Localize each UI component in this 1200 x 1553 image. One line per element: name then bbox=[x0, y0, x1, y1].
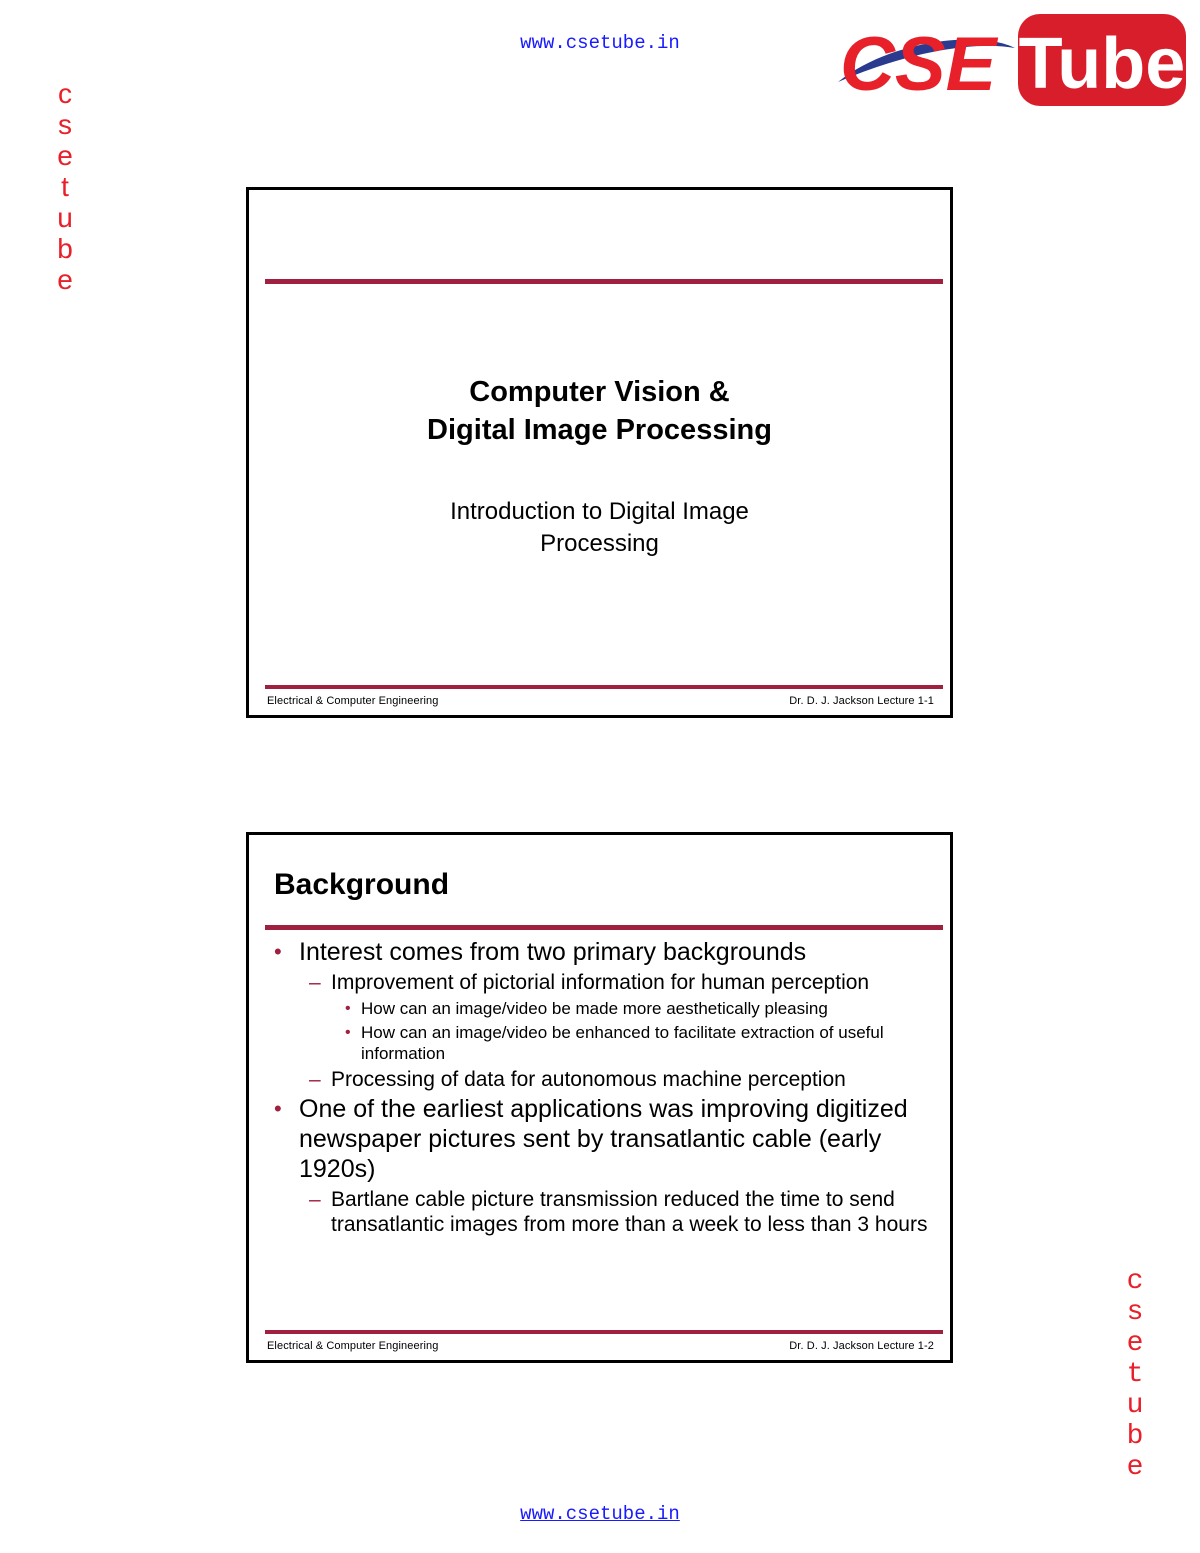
dash-icon: – bbox=[309, 1188, 321, 1211]
slide-footer-rule bbox=[265, 685, 943, 689]
slide-title bbox=[249, 373, 950, 449]
sub-bullet-item bbox=[249, 970, 950, 995]
bullet-text: How can an image/video be enhanced to facilitate extraction of useful information bbox=[361, 1023, 884, 1063]
slide-1 bbox=[246, 187, 953, 718]
watermark-left bbox=[50, 78, 80, 295]
bullet-dot-icon: • bbox=[345, 1000, 351, 1017]
logo-tube-text: Tube bbox=[1018, 24, 1186, 104]
slide-top-rule bbox=[265, 925, 943, 930]
watermark-letter: c bbox=[1126, 1266, 1144, 1297]
bullet-text: Improvement of pictorial information for human perception bbox=[331, 971, 870, 994]
watermark-letter: e bbox=[1126, 1452, 1144, 1483]
slide-footer-rule bbox=[265, 1330, 943, 1334]
slide-top-rule bbox=[265, 279, 943, 284]
slide-subtitle-line: Introduction to Digital Image bbox=[450, 498, 749, 525]
bullet-dot-icon: • bbox=[274, 1096, 282, 1121]
footer-url[interactable]: www.csetube.in bbox=[520, 1503, 680, 1525]
watermark-letter: c bbox=[58, 78, 72, 109]
sub-bullet-item bbox=[249, 1067, 950, 1092]
sub-sub-bullet-item bbox=[249, 1022, 950, 1064]
bullet-list bbox=[249, 935, 950, 1237]
watermark-letter: u bbox=[57, 202, 73, 233]
bullet-text: Bartlane cable picture transmission reduced the time to send transatlantic images from more than a week to less than 3 hours bbox=[331, 1188, 928, 1236]
slide-subtitle bbox=[249, 496, 950, 560]
bullet-text: Interest comes from two primary backgrounds bbox=[299, 938, 807, 966]
watermark-letter: b bbox=[57, 233, 73, 264]
sub-bullet-item bbox=[249, 1187, 950, 1237]
watermark-letter: s bbox=[1126, 1297, 1144, 1328]
slide-footer-lecture: Dr. D. J. Jackson Lecture 1-2 bbox=[789, 1340, 934, 1352]
watermark-letter: b bbox=[1126, 1421, 1144, 1452]
slide-title-line: Digital Image Processing bbox=[427, 414, 772, 446]
watermark-letter: u bbox=[1126, 1390, 1144, 1421]
dash-icon: – bbox=[309, 1068, 321, 1091]
watermark-letter: e bbox=[57, 140, 73, 171]
slide-footer-lecture: Dr. D. J. Jackson Lecture 1-1 bbox=[789, 695, 934, 707]
slide-title-line: Computer Vision & bbox=[469, 376, 730, 408]
bullet-text: Processing of data for autonomous machine perception bbox=[331, 1068, 846, 1091]
watermark-right bbox=[1120, 1266, 1150, 1483]
bullet-item bbox=[249, 1094, 950, 1184]
slide-subtitle-line: Processing bbox=[540, 530, 659, 557]
header-url[interactable]: www.csetube.in bbox=[520, 32, 680, 54]
watermark-letter: s bbox=[58, 109, 72, 140]
bullet-item bbox=[249, 937, 950, 967]
sub-sub-bullet-item bbox=[249, 998, 950, 1019]
watermark-letter: t bbox=[1126, 1359, 1144, 1390]
watermark-letter: t bbox=[61, 171, 69, 202]
csetube-logo bbox=[830, 10, 1190, 110]
slide-heading: Background bbox=[274, 868, 450, 901]
slide-footer-department: Electrical & Computer Engineering bbox=[267, 1340, 439, 1352]
slide-footer-department: Electrical & Computer Engineering bbox=[267, 695, 439, 707]
slide-2 bbox=[246, 832, 953, 1363]
watermark-letter: e bbox=[1126, 1328, 1144, 1359]
dash-icon: – bbox=[309, 971, 321, 994]
watermark-letter: e bbox=[57, 264, 73, 295]
bullet-text: How can an image/video be made more aesthetically pleasing bbox=[361, 999, 828, 1018]
bullet-dot-icon: • bbox=[274, 939, 282, 964]
bullet-dot-icon: • bbox=[345, 1024, 351, 1041]
logo-cse-text: CSE bbox=[840, 22, 997, 107]
bullet-text: One of the earliest applications was improving digitized newspaper pictures sent by transatlantic cable (early 1920s) bbox=[299, 1095, 908, 1183]
